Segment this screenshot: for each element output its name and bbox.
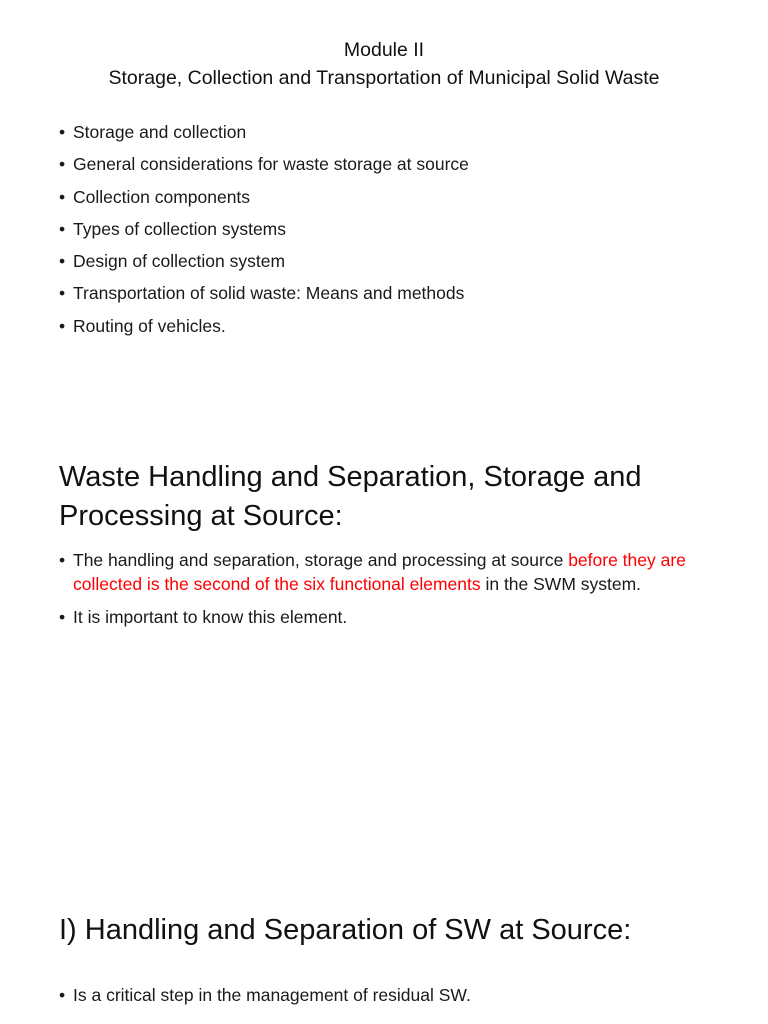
list-item	[59, 281, 749, 305]
module-title: Storage, Collection and Transportation of Municipal Solid Waste	[108, 67, 660, 89]
slide-1	[0, 0, 768, 380]
list-item	[59, 548, 714, 596]
list-item-text: Transportation of solid waste: Means and methods	[73, 283, 465, 304]
bullet-icon: •	[59, 251, 66, 272]
list-item-text: It is important to know this element.	[73, 607, 348, 627]
slide-3-list	[59, 983, 739, 1007]
bullet-icon: •	[59, 154, 66, 175]
module-label: Module II	[343, 39, 425, 61]
topic-list	[59, 120, 749, 346]
bullet-icon: •	[59, 218, 66, 239]
list-item	[59, 185, 749, 209]
list-item	[59, 314, 749, 338]
list-item-text: General considerations for waste storage at source	[73, 154, 469, 175]
bullet-icon: •	[59, 315, 66, 336]
bullet-icon: •	[59, 283, 66, 304]
slide-2-list	[59, 548, 714, 638]
list-item-text: Storage and collection	[73, 122, 247, 142]
list-item-text: Types of collection systems	[73, 218, 286, 239]
list-item-text: Routing of vehicles.	[73, 315, 226, 336]
list-item	[59, 120, 749, 144]
slide-3-title: I) Handling and Separation of SW at Source:	[59, 914, 632, 946]
bullet-text-plain: The handling and separation, storage and processing at source	[73, 550, 569, 570]
bullet-icon: •	[59, 550, 66, 570]
bullet-text-plain: in the SWM system.	[480, 574, 642, 594]
list-item	[59, 249, 749, 273]
list-item	[59, 217, 749, 241]
list-item	[59, 983, 739, 1007]
list-item-text: Collection components	[73, 186, 251, 207]
bullet-icon: •	[59, 607, 66, 627]
slide-3	[0, 895, 768, 1024]
list-item-text: Is a critical step in the management of residual SW.	[73, 985, 471, 1005]
list-item-text: Design of collection system	[73, 251, 286, 272]
bullet-icon: •	[59, 122, 66, 142]
bullet-icon: •	[59, 985, 66, 1005]
bullet-icon: •	[59, 186, 66, 207]
list-item	[59, 152, 749, 176]
slide-2-title: Waste Handling and Separation, Storage and Processing at Source:	[59, 461, 642, 532]
slide-2	[0, 440, 768, 860]
slide-1-title	[0, 36, 768, 92]
highlighted-text: before they are collected is the second of the six functional elements	[73, 550, 686, 594]
list-item	[59, 605, 714, 629]
